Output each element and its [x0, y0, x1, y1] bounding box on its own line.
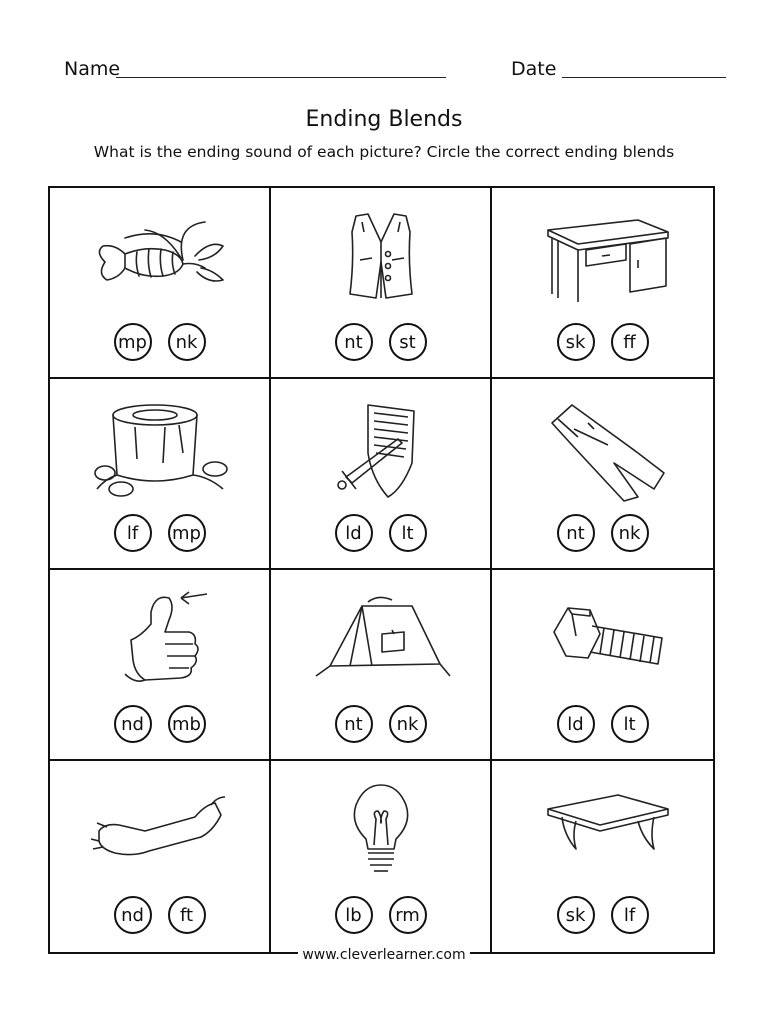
- option-circle[interactable]: lf: [114, 514, 152, 552]
- thumb-icon: [85, 584, 235, 694]
- website-link[interactable]: www.cleverlearner.com: [298, 947, 469, 963]
- cell-bolt: [492, 570, 713, 761]
- option-circle[interactable]: nt: [557, 514, 595, 552]
- cell-bulb: [271, 761, 492, 952]
- cell-vest: [271, 188, 492, 379]
- option-circle[interactable]: nk: [611, 514, 649, 552]
- option-circle[interactable]: nk: [389, 705, 427, 743]
- option-circle[interactable]: mb: [168, 705, 206, 743]
- option-circle[interactable]: lt: [389, 514, 427, 552]
- option-circle[interactable]: lf: [611, 896, 649, 934]
- option-circle[interactable]: lb: [335, 896, 373, 934]
- option-circle[interactable]: ld: [335, 514, 373, 552]
- option-circle[interactable]: sk: [557, 323, 595, 361]
- cell-desk: [492, 188, 713, 379]
- name-field[interactable]: [116, 77, 446, 78]
- cell-pants: [492, 379, 713, 570]
- cell-stump: [50, 379, 271, 570]
- option-circle[interactable]: ff: [611, 323, 649, 361]
- option-circle[interactable]: nd: [114, 705, 152, 743]
- option-circle[interactable]: ft: [168, 896, 206, 934]
- option-circle[interactable]: lt: [611, 705, 649, 743]
- option-circle[interactable]: mp: [114, 323, 152, 361]
- bolt-icon: [528, 584, 678, 694]
- option-circle[interactable]: sk: [557, 896, 595, 934]
- cell-shrimp: [50, 188, 271, 379]
- desk-icon: [528, 202, 678, 312]
- cell-shield: [271, 379, 492, 570]
- arm-icon: [85, 775, 235, 885]
- option-circle[interactable]: nd: [114, 896, 152, 934]
- option-circle[interactable]: nk: [168, 323, 206, 361]
- cell-shelf: [492, 761, 713, 952]
- shelf-icon: [528, 775, 678, 885]
- option-circle[interactable]: nt: [335, 705, 373, 743]
- date-field[interactable]: [562, 77, 726, 78]
- option-circle[interactable]: nt: [335, 323, 373, 361]
- option-circle[interactable]: st: [389, 323, 427, 361]
- shrimp-icon: [85, 202, 235, 312]
- tent-icon: [306, 584, 456, 694]
- pants-icon: [528, 393, 678, 503]
- cell-tent: [271, 570, 492, 761]
- option-circle[interactable]: rm: [389, 896, 427, 934]
- stump-icon: [85, 393, 235, 503]
- page-title: Ending Blends: [305, 107, 463, 132]
- option-circle[interactable]: ld: [557, 705, 595, 743]
- worksheet-grid: [48, 186, 715, 954]
- cell-arm: [50, 761, 271, 952]
- date-label: Date: [511, 58, 557, 80]
- footer: [0, 944, 768, 963]
- cell-thumb: [50, 570, 271, 761]
- name-label: Name: [64, 58, 121, 80]
- instructions: What is the ending sound of each picture? Circle the correct ending blends: [93, 143, 675, 161]
- bulb-icon: [306, 775, 456, 885]
- option-circle[interactable]: mp: [168, 514, 206, 552]
- vest-icon: [306, 202, 456, 312]
- shield-icon: [306, 393, 456, 503]
